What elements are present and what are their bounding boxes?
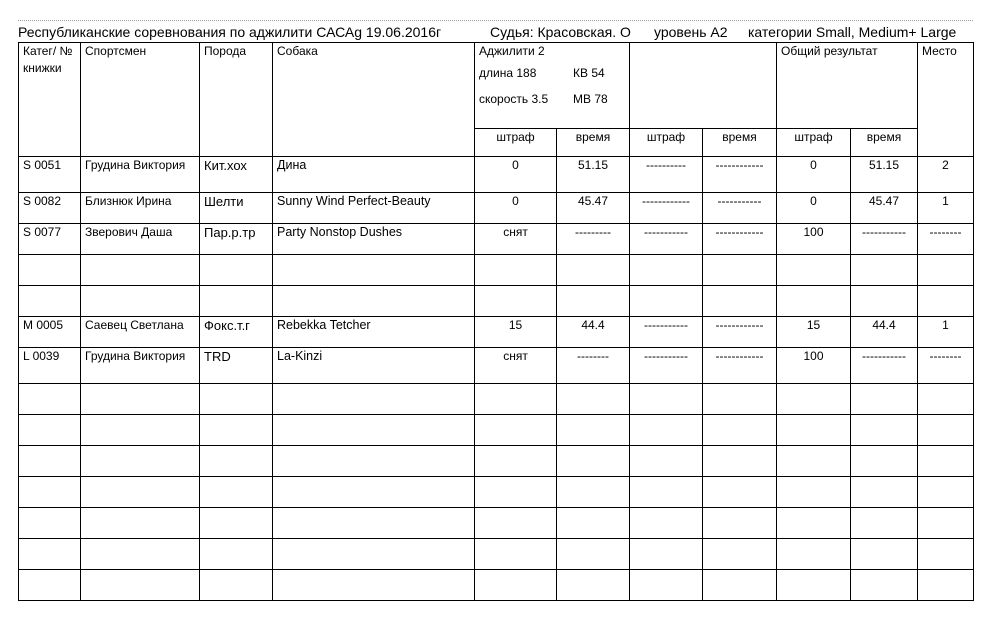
cell-dog: Дина: [273, 157, 475, 193]
course-length: длина 188: [479, 66, 537, 80]
cell-time-2: [703, 539, 777, 570]
col-athlete: Спортсмен: [81, 43, 200, 157]
cell-place: [918, 415, 974, 446]
cell-penalty-total: 15: [777, 317, 851, 348]
level-label: уровень А2: [654, 24, 728, 40]
cell-place: --------: [918, 348, 974, 384]
header-row: [19, 43, 974, 129]
cell-penalty-2: [630, 539, 703, 570]
cell-dog: Party Nonstop Dushes: [273, 224, 475, 255]
cell-athlete: Близнюк Ирина: [81, 193, 200, 224]
cell-penalty-total: 100: [777, 348, 851, 384]
cell-place: [918, 539, 974, 570]
cell-breed: Шелти: [200, 193, 273, 224]
cell-penalty-1: [475, 286, 557, 317]
cell-penalty-total: 100: [777, 224, 851, 255]
cell-athlete: [81, 384, 200, 415]
cell-breed: [200, 384, 273, 415]
cell-penalty-2: -----------: [630, 224, 703, 255]
cell-penalty-2: ------------: [630, 193, 703, 224]
cell-time-2: ------------: [703, 157, 777, 193]
cell-time-2: [703, 570, 777, 601]
cell-place: [918, 384, 974, 415]
cell-breed: [200, 539, 273, 570]
cell-penalty-2: [630, 446, 703, 477]
cell-penalty-2: [630, 384, 703, 415]
cell-place: [918, 255, 974, 286]
table-row: [19, 446, 974, 477]
cell-penalty-2: [630, 286, 703, 317]
cell-penalty-2: -----------: [630, 317, 703, 348]
cell-category: M 0005: [19, 317, 81, 348]
cell-time-total: 44.4: [851, 317, 918, 348]
cell-time-total: -----------: [851, 348, 918, 384]
col-category: Катег/ № книжки: [19, 43, 81, 157]
cell-penalty-1: [475, 539, 557, 570]
course-mv: МВ 78: [573, 92, 608, 106]
cell-time-1: [557, 570, 630, 601]
cell-time-total: 45.47: [851, 193, 918, 224]
cell-time-total: 51.15: [851, 157, 918, 193]
cell-time-1: [557, 286, 630, 317]
table-row: [19, 384, 974, 415]
col-place: Место: [918, 43, 974, 157]
cell-time-1: [557, 255, 630, 286]
cell-time-2: [703, 415, 777, 446]
cell-penalty-1: 0: [475, 193, 557, 224]
cell-time-2: ------------: [703, 317, 777, 348]
cell-athlete: [81, 286, 200, 317]
table-row: [19, 317, 974, 348]
cell-time-1: 45.47: [557, 193, 630, 224]
cell-penalty-total: [777, 415, 851, 446]
cell-time-1: [557, 415, 630, 446]
cell-place: [918, 508, 974, 539]
sub-time-1: время: [557, 129, 630, 157]
cell-breed: [200, 415, 273, 446]
cell-time-total: [851, 415, 918, 446]
sub-time-2: время: [703, 129, 777, 157]
judge-name: Судья: Красовская. О: [490, 24, 631, 40]
cell-penalty-2: [630, 255, 703, 286]
cell-time-2: [703, 446, 777, 477]
cell-penalty-total: [777, 384, 851, 415]
agility-title: Аджилити 2: [479, 44, 545, 58]
cell-penalty-1: 0: [475, 157, 557, 193]
cell-breed: TRD: [200, 348, 273, 384]
table-row: [19, 286, 974, 317]
table-row: [19, 255, 974, 286]
cell-dog: [273, 539, 475, 570]
col-total-group: Общий результат: [777, 43, 918, 129]
cell-penalty-2: [630, 570, 703, 601]
cell-time-total: [851, 255, 918, 286]
cell-time-total: -----------: [851, 224, 918, 255]
cell-penalty-total: [777, 570, 851, 601]
cell-breed: [200, 570, 273, 601]
cell-time-total: [851, 570, 918, 601]
cell-time-1: [557, 384, 630, 415]
cell-time-2: ------------: [703, 348, 777, 384]
document-title-bar: [18, 20, 973, 44]
cell-athlete: Зверович Даша: [81, 224, 200, 255]
course-speed: скорость 3.5: [479, 92, 549, 106]
cell-breed: [200, 286, 273, 317]
table-row: [19, 508, 974, 539]
cell-penalty-total: [777, 477, 851, 508]
categories-label: категории Small, Medium+ Large: [748, 24, 957, 40]
table-row: [19, 477, 974, 508]
cell-time-total: [851, 508, 918, 539]
cell-category: S 0082: [19, 193, 81, 224]
cell-penalty-1: [475, 384, 557, 415]
results-body: [19, 157, 974, 601]
cell-time-1: [557, 477, 630, 508]
cell-penalty-1: 15: [475, 317, 557, 348]
cell-category: [19, 539, 81, 570]
cell-time-1: [557, 539, 630, 570]
cell-athlete: Грудина Виктория: [81, 348, 200, 384]
table-row: [19, 415, 974, 446]
cell-dog: [273, 477, 475, 508]
cell-dog: La-Kinzi: [273, 348, 475, 384]
cell-penalty-1: [475, 508, 557, 539]
col-breed: Порода: [200, 43, 273, 157]
cell-time-1: --------: [557, 348, 630, 384]
cell-time-total: [851, 446, 918, 477]
cell-time-total: [851, 477, 918, 508]
cell-penalty-2: [630, 508, 703, 539]
cell-penalty-total: [777, 286, 851, 317]
cell-dog: Sunny Wind Perfect-Beauty: [273, 193, 475, 224]
course-kv: КВ 54: [573, 66, 605, 80]
cell-time-1: 44.4: [557, 317, 630, 348]
cell-penalty-total: [777, 255, 851, 286]
cell-category: [19, 255, 81, 286]
cell-category: [19, 286, 81, 317]
cell-breed: [200, 446, 273, 477]
cell-dog: [273, 286, 475, 317]
cell-breed: Фокс.т.г: [200, 317, 273, 348]
cell-penalty-2: [630, 415, 703, 446]
cell-penalty-total: [777, 446, 851, 477]
cell-breed: [200, 477, 273, 508]
cell-penalty-1: снят: [475, 224, 557, 255]
cell-athlete: Грудина Виктория: [81, 157, 200, 193]
cell-place: 1: [918, 193, 974, 224]
cell-time-1: ---------: [557, 224, 630, 255]
cell-athlete: [81, 255, 200, 286]
cell-time-1: [557, 508, 630, 539]
table-row: [19, 348, 974, 384]
cell-penalty-1: [475, 446, 557, 477]
col-dog: Собака: [273, 43, 475, 157]
sub-penalty-total: штраф: [777, 129, 851, 157]
results-table: [18, 42, 974, 601]
cell-category: [19, 508, 81, 539]
cell-time-2: [703, 255, 777, 286]
cell-breed: Пар.р.тр: [200, 224, 273, 255]
cell-dog: [273, 255, 475, 286]
cell-place: [918, 446, 974, 477]
sub-time-total: время: [851, 129, 918, 157]
cell-penalty-1: [475, 255, 557, 286]
cell-athlete: [81, 508, 200, 539]
cell-time-2: ------------: [703, 224, 777, 255]
cell-dog: [273, 508, 475, 539]
cell-penalty-total: 0: [777, 157, 851, 193]
cell-dog: [273, 446, 475, 477]
cell-penalty-2: -----------: [630, 348, 703, 384]
cell-breed: Кит.хох: [200, 157, 273, 193]
cell-time-2: [703, 286, 777, 317]
cell-dog: [273, 415, 475, 446]
cell-penalty-1: [475, 570, 557, 601]
cell-penalty-2: [630, 477, 703, 508]
cell-place: [918, 286, 974, 317]
cell-time-2: [703, 508, 777, 539]
col-agility-group: [475, 43, 630, 129]
sub-penalty-1: штраф: [475, 129, 557, 157]
cell-time-1: 51.15: [557, 157, 630, 193]
cell-dog: Rebekka Tetcher: [273, 317, 475, 348]
table-row: [19, 570, 974, 601]
cell-place: 2: [918, 157, 974, 193]
cell-category: [19, 415, 81, 446]
cell-category: [19, 446, 81, 477]
cell-category: L 0039: [19, 348, 81, 384]
cell-category: S 0051: [19, 157, 81, 193]
cell-penalty-total: [777, 508, 851, 539]
table-row: [19, 539, 974, 570]
cell-category: S 0077: [19, 224, 81, 255]
cell-dog: [273, 570, 475, 601]
table-row: [19, 193, 974, 224]
competition-title: Республиканские соревнования по аджилити САСАg 19.06.2016г: [18, 24, 442, 40]
cell-place: --------: [918, 224, 974, 255]
cell-penalty-1: [475, 477, 557, 508]
cell-athlete: [81, 477, 200, 508]
cell-athlete: [81, 446, 200, 477]
sub-penalty-2: штраф: [630, 129, 703, 157]
cell-time-total: [851, 384, 918, 415]
cell-athlete: [81, 570, 200, 601]
cell-time-2: [703, 384, 777, 415]
cell-category: [19, 477, 81, 508]
cell-penalty-2: ----------: [630, 157, 703, 193]
cell-time-total: [851, 539, 918, 570]
cell-dog: [273, 384, 475, 415]
cell-penalty-1: [475, 415, 557, 446]
cell-penalty-total: 0: [777, 193, 851, 224]
cell-breed: [200, 508, 273, 539]
cell-category: [19, 570, 81, 601]
cell-place: [918, 477, 974, 508]
cell-penalty-total: [777, 539, 851, 570]
cell-time-2: [703, 477, 777, 508]
cell-athlete: Саевец Светлана: [81, 317, 200, 348]
cell-place: 1: [918, 317, 974, 348]
col-empty-group: [630, 43, 777, 129]
cell-breed: [200, 255, 273, 286]
cell-place: [918, 570, 974, 601]
table-row: [19, 157, 974, 193]
cell-athlete: [81, 539, 200, 570]
cell-penalty-1: снят: [475, 348, 557, 384]
table-row: [19, 224, 974, 255]
cell-athlete: [81, 415, 200, 446]
cell-time-total: [851, 286, 918, 317]
cell-time-1: [557, 446, 630, 477]
cell-time-2: -----------: [703, 193, 777, 224]
cell-category: [19, 384, 81, 415]
